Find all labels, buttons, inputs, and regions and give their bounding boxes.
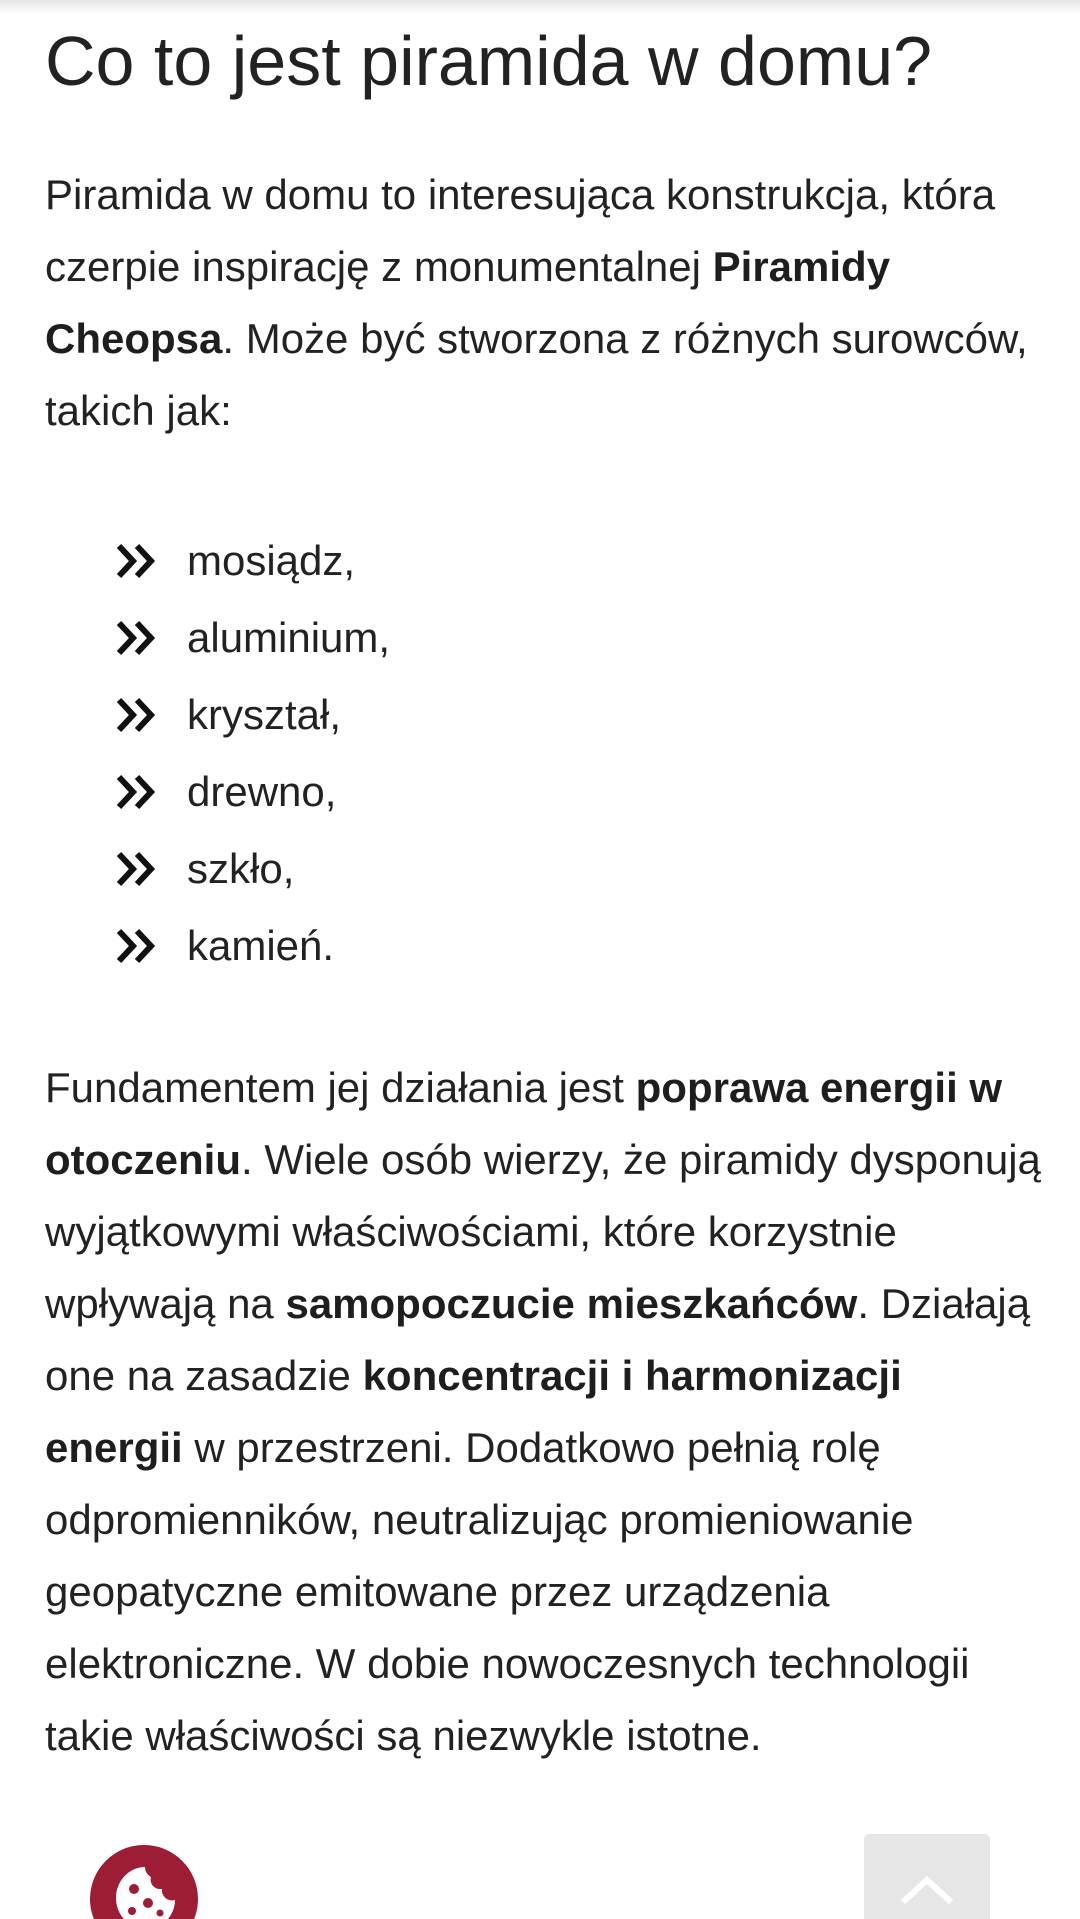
list-item-label: drewno, xyxy=(187,767,337,815)
list-item xyxy=(115,599,390,676)
list-item-label: kryształ, xyxy=(187,690,342,738)
body-bold-2: samopoczucie mieszkańców xyxy=(285,1280,858,1327)
list-item xyxy=(115,753,390,830)
header-shadow xyxy=(0,0,1080,14)
double-chevron-right-icon xyxy=(115,927,157,965)
chevron-up-icon xyxy=(897,1874,957,1908)
list-item-label: mosiądz, xyxy=(187,536,356,584)
list-item-label: aluminium, xyxy=(187,613,391,661)
body-text-2: . Wiele osób wierzy, że piramidy dysponują wyjątkowymi właściwościami, które korzystnie wpływają na xyxy=(45,1136,1041,1327)
body-bold-3: koncentracji i harmonizacji energii xyxy=(45,1352,902,1471)
body-text-3: . Działają one na zasadzie xyxy=(45,1280,1031,1399)
list-item xyxy=(115,676,390,753)
body-paragraph xyxy=(45,1052,1045,1772)
cookie-icon xyxy=(110,1863,180,1919)
intro-bold-1: Piramidy Cheopsa xyxy=(45,243,891,362)
list-item-label: szkło, xyxy=(187,844,295,892)
double-chevron-right-icon xyxy=(115,619,157,657)
intro-text-2: . Może być stworzona z różnych surowców, takich jak: xyxy=(45,315,1028,434)
intro-text-1: Piramida w domu to interesująca konstrukcja, która czerpie inspirację z monumentalnej xyxy=(45,171,996,290)
cookie-settings-button[interactable] xyxy=(90,1845,198,1919)
body-text-1: Fundamentem jej działania jest xyxy=(45,1064,636,1111)
materials-list xyxy=(115,522,390,984)
article-heading: Co to jest piramida w domu? xyxy=(45,22,933,100)
body-bold-1: poprawa energii w otoczeniu xyxy=(45,1064,1003,1183)
double-chevron-right-icon xyxy=(115,696,157,734)
list-item xyxy=(115,830,390,907)
intro-paragraph xyxy=(45,159,1045,447)
body-text-4: w przestrzeni. Dodatkowo pełnią rolę odpromienników, neutralizując promieniowanie geopatyczne emitowane przez urządzenia elektroniczne. W dobie nowoczesnych technologii takie właściwości są niezwykle istotne. xyxy=(45,1424,970,1759)
scroll-to-top-button[interactable] xyxy=(864,1834,990,1919)
list-item xyxy=(115,522,390,599)
list-item xyxy=(115,907,390,984)
double-chevron-right-icon xyxy=(115,773,157,811)
double-chevron-right-icon xyxy=(115,542,157,580)
list-item-label: kamień. xyxy=(187,921,335,969)
double-chevron-right-icon xyxy=(115,850,157,888)
